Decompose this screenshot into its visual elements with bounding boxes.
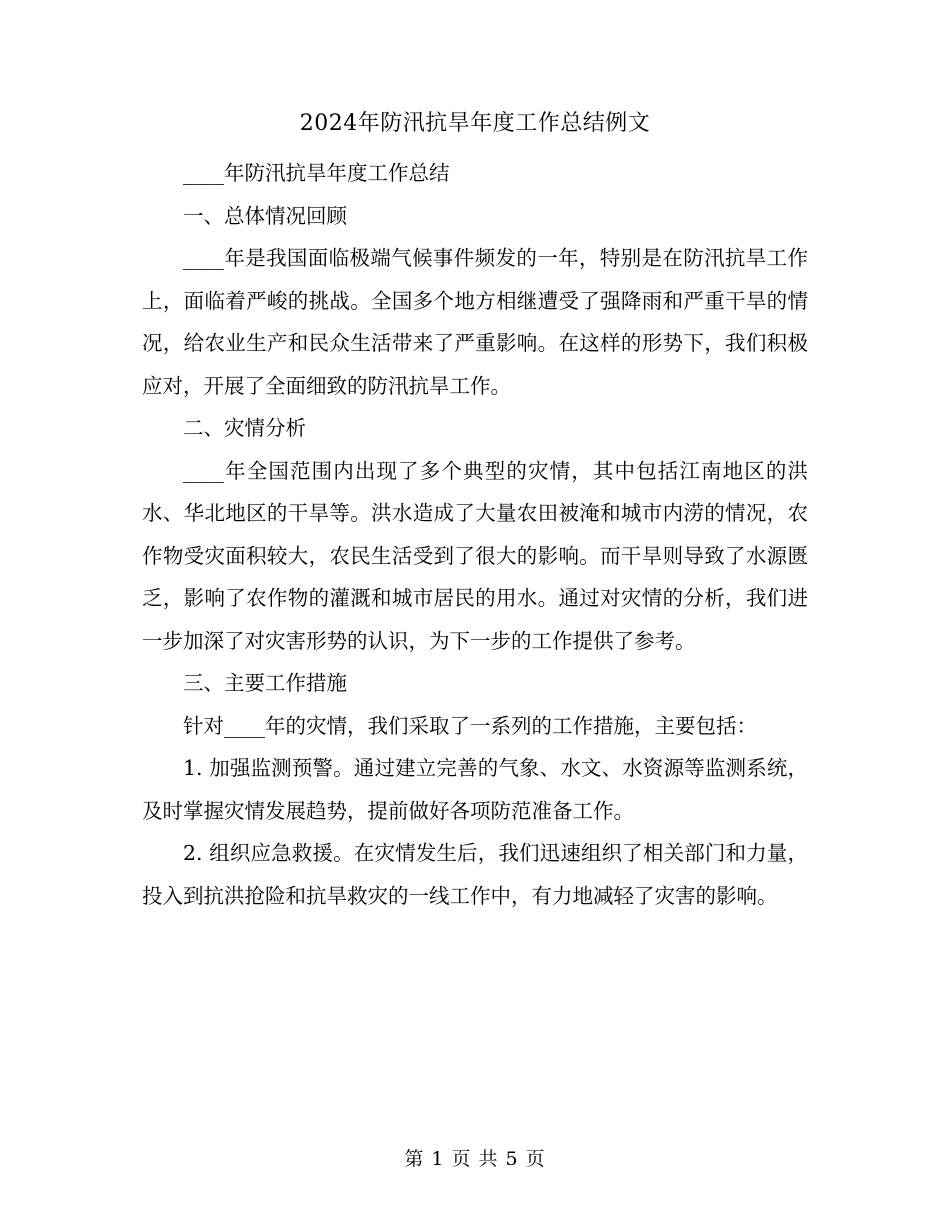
section-heading-disaster-analysis: 二、灾情分析 (183, 416, 306, 440)
list-item: 2. 组织应急救援。在灾情发生后，我们迅速组织了相关部门和力量，投入到抗洪抢险和抗旱救灾的一线工作中，有力地减轻了灾害的影响。 (142, 841, 808, 908)
section-heading-overview: 一、总体情况回顾 (183, 203, 347, 228)
page-number-footer: 第 1 页 共 5 页 (404, 1148, 546, 1170)
document-title: 2024年防汛抗旱年度工作总结例文 (299, 111, 651, 136)
body-paragraph: ____年全国范围内出现了多个典型的灾情，其中包括江南地区的洪水、华北地区的干旱等。洪水造成了大量农田被淹和城市内涝的情况，农作物受灾面积较大，农民生活受到了很大的影响。而干旱则导致了水源匮乏，影响了农作物的灌溉和城市居民的用水。通过对灾情的分析，我们进一步加深了对灾害形势的认识，为下一步的工作提供了参考。 (142, 458, 808, 653)
subtitle-paragraph: ____年防汛抗旱年度工作总结 (183, 161, 450, 185)
body-paragraph: 针对____年的灾情，我们采取了一系列的工作措施，主要包括： (183, 713, 757, 738)
list-item: 1. 加强监测预警。通过建立完善的气象、水文、水资源等监测系统，及时掌握灾情发展趋势，提前做好各项防范准备工作。 (142, 756, 808, 823)
body-paragraph: ____年是我国面临极端气候事件频发的一年，特别是在防汛抗旱工作上，面临着严峻的挑战。全国多个地方相继遭受了强降雨和严重干旱的情况，给农业生产和民众生活带来了严重影响。在这样的形势下，我们积极应对，开展了全面细致的防汛抗旱工作。 (142, 246, 808, 398)
section-heading-main-measures: 三、主要工作措施 (183, 671, 347, 695)
document-body (142, 152, 808, 917)
